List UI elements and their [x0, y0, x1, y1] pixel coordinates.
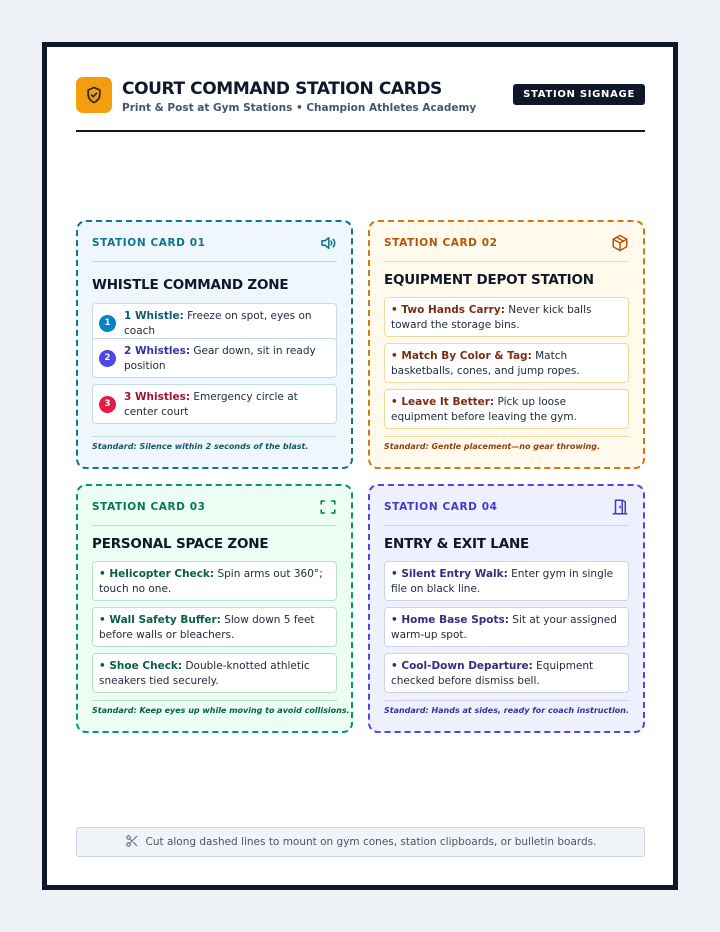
item-lead: 1 Whistle:: [124, 310, 184, 322]
list-item: [92, 303, 337, 343]
step-number-badge: 3: [99, 396, 116, 413]
card-standard: Standard: Keep eyes up while moving to avoid collisions.: [92, 700, 337, 724]
item-lead: • Silent Entry Walk:: [391, 568, 508, 580]
shield-check-icon: [76, 77, 112, 113]
item-text: Pick up loose equipment before leaving the gym.: [391, 396, 577, 423]
item-text: Equipment checked before dismiss bell.: [391, 660, 594, 687]
item-lead: • Shoe Check:: [99, 660, 183, 672]
list-item: [384, 297, 629, 337]
item-text: Freeze on spot, eyes on coach: [124, 310, 312, 337]
list-item: [92, 338, 337, 378]
item-lead: • Two Hands Carry:: [391, 304, 505, 316]
item-text: Never kick balls toward the storage bins.: [391, 304, 592, 331]
card-standard: Standard: Hands at sides, ready for coach instruction.: [384, 700, 629, 724]
item-text: Spin arms out 360°; touch no one.: [99, 568, 323, 595]
step-number-badge: 1: [99, 315, 116, 332]
list-item: [384, 561, 629, 601]
item-lead: • Match By Color & Tag:: [391, 350, 532, 362]
focus-frame-icon: [319, 498, 337, 516]
item-lead: • Cool-Down Departure:: [391, 660, 533, 672]
card-title: ENTRY & EXIT LANE: [384, 536, 530, 552]
card-label: STATION CARD 04: [384, 501, 498, 513]
cut-instructions-text: Cut along dashed lines to mount on gym cones, station clipboards, or bulletin boards.: [145, 836, 597, 848]
card-standard: Standard: Gentle placement—no gear throwing.: [384, 436, 629, 460]
item-lead: 3 Whistles:: [124, 391, 191, 403]
card-header: [384, 486, 629, 526]
list-item: [384, 607, 629, 647]
item-text: Sit at your assigned warm-up spot.: [391, 614, 617, 641]
item-text: Gear down, sit in ready position: [124, 345, 316, 372]
item-text: Emergency circle at center court: [124, 391, 298, 418]
page-title: COURT COMMAND STATION CARDS: [122, 79, 442, 99]
card-header: [384, 222, 629, 262]
step-number-badge: 2: [99, 350, 116, 367]
list-item: [92, 384, 337, 424]
speaker-icon: [319, 234, 337, 252]
item-lead: 2 Whistles:: [124, 345, 191, 357]
door-icon: [611, 498, 629, 516]
card-standard: Standard: Silence within 2 seconds of the blast.: [92, 436, 337, 460]
card-title: EQUIPMENT DEPOT STATION: [384, 272, 594, 288]
item-lead: • Helicopter Check:: [99, 568, 215, 580]
card-title: WHISTLE COMMAND ZONE: [92, 277, 289, 293]
list-item: [384, 653, 629, 693]
list-item: [92, 607, 337, 647]
scissors-icon: [125, 834, 146, 851]
station-card-04: [368, 484, 645, 733]
header: [76, 77, 645, 132]
list-item: [92, 653, 337, 693]
list-item: [92, 561, 337, 601]
cut-instructions: [76, 827, 645, 857]
item-text: Match basketballs, cones, and jump ropes.: [391, 350, 580, 377]
station-card-03: [76, 484, 353, 733]
item-lead: • Wall Safety Buffer:: [99, 614, 221, 626]
card-header: [92, 222, 337, 262]
item-text: Slow down 5 feet before walls or bleachers.: [99, 614, 315, 641]
list-item: [384, 343, 629, 383]
station-signage-badge: STATION SIGNAGE: [513, 84, 645, 105]
station-card-02: [368, 220, 645, 469]
signage-sheet: [42, 42, 678, 890]
page-subtitle: Print & Post at Gym Stations • Champion Athletes Academy: [122, 102, 477, 114]
card-label: STATION CARD 03: [92, 501, 206, 513]
box-icon: [611, 234, 629, 252]
card-label: STATION CARD 01: [92, 237, 206, 249]
item-lead: • Leave It Better:: [391, 396, 495, 408]
item-text: Enter gym in single file on black line.: [391, 568, 614, 595]
station-card-01: [76, 220, 353, 469]
item-text: Double-knotted athletic sneakers tied securely.: [99, 660, 310, 687]
card-header: [92, 486, 337, 526]
card-title: PERSONAL SPACE ZONE: [92, 536, 269, 552]
item-lead: • Home Base Spots:: [391, 614, 509, 626]
list-item: [384, 389, 629, 429]
card-label: STATION CARD 02: [384, 237, 498, 249]
